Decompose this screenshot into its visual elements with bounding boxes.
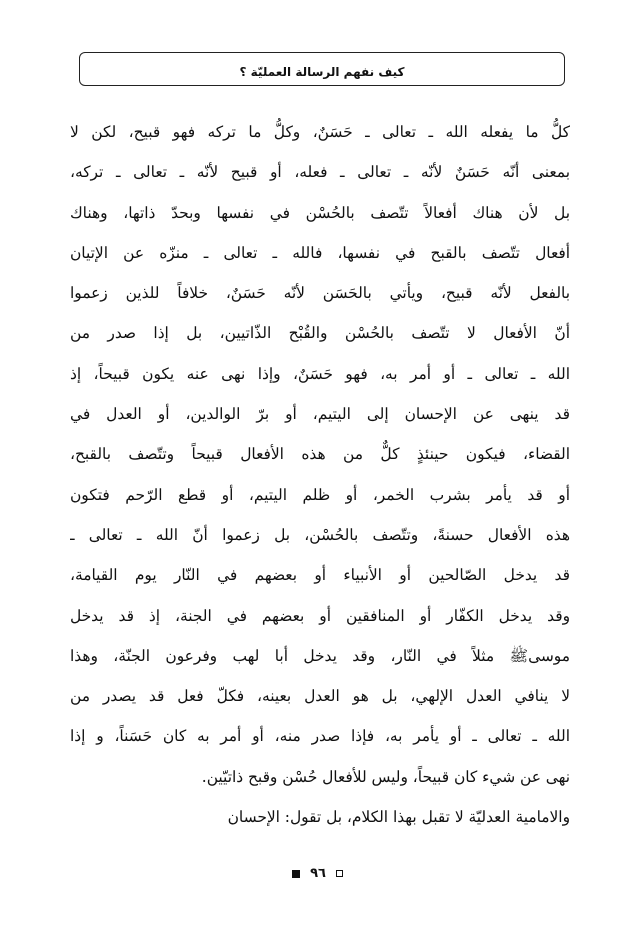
header-title: كيف نفهم الرسالة العمليّة ؟ [239,65,405,79]
text-line: كلُّ ما يفعله الله ـ تعالى ـ حَسَنٌ، وكلُّ ما تركه فهو قبيح، لكن لا [70,123,570,141]
text-line: أو قد يأمر بشرب الخمر، أو ظلم اليتيم، أو قطع الرّحم فتكون [70,485,570,504]
body-text [70,112,570,837]
page-number: ٩٦ [310,866,326,881]
running-header [79,52,565,86]
text-line: قد يدخل الصّالحين أو الأنبياء أو بعضهم في النّار يوم القيامة، [70,566,570,585]
text-line: هذه الأفعال حسنةً، وتتّصف بالحُسْن، بل زعموا أنّ الله ـ تعالى ـ [70,525,570,544]
text-line: الله ـ تعالى ـ أو يأمر به، فإذا صدر منه، أو أمر به كان حَسَناً، و إذا [70,727,570,746]
text-line: نهى عن شيء كان قبيحاً، وليس للأفعال حُسْن وقبح ذاتيّين. [201,767,570,786]
text-line: أنّ الأفعال لا تتّصف بالحُسْن والقُبْح الذّاتيين، بل إذا صدر من [70,324,570,343]
text-line: بل لأن هناك أفعالاً تتّصف بالحُسْن في نفسها وبحدّ ذاتها، وهناك [70,203,570,222]
text-line: موسىﷺ مثلاً في النّار، وقد يدخل أبا لهب وفرعون الجنّة، وهذا [70,646,570,665]
text-line: لا ينافي العدل الإلهي، بل هو العدل بعينه، فكلّ فعل قد يصدر من [70,687,570,706]
text-line: بالفعل لأنّه قبيح، ويأتي بالحَسَن لأنّه حَسَنٌ، خلافاً للذين زعموا [70,284,570,303]
empty-square-icon [336,870,343,877]
text-line: القضاء، فيكون حينئذٍ كلٌّ من هذه الأفعال قبيحاً وتتّصف بالقبح، [70,445,570,464]
text-line: الله ـ تعالى ـ أو أمر به، فهو حَسَنٌ، وإذا نهى عنه يكون قبيحاً، إذ [70,364,570,383]
text-line: والامامية العدليّة لا تقبل بهذا الكلام، بل تقول: الإحسان [227,808,570,827]
text-line: قد ينهى عن الإحسان إلى اليتيم، أو برّ الوالدين، أو العدل في [70,405,570,424]
filled-square-icon [292,870,300,878]
text-line: وقد يدخل الكفّار أو المنافقين أو بعضهم في الجنة، إذ قد يدخل [70,606,570,625]
text-line: بمعنى أنّه حَسَنٌ لأنّه ـ تعالى ـ فعله، أو قبيح لأنّه ـ تعالى ـ تركه، [70,163,570,182]
text-line: أفعال تتّصف بالقبح في نفسها، فالله ـ تعالى ـ منزّه عن الإتيان [70,243,570,262]
page-footer [0,866,635,881]
